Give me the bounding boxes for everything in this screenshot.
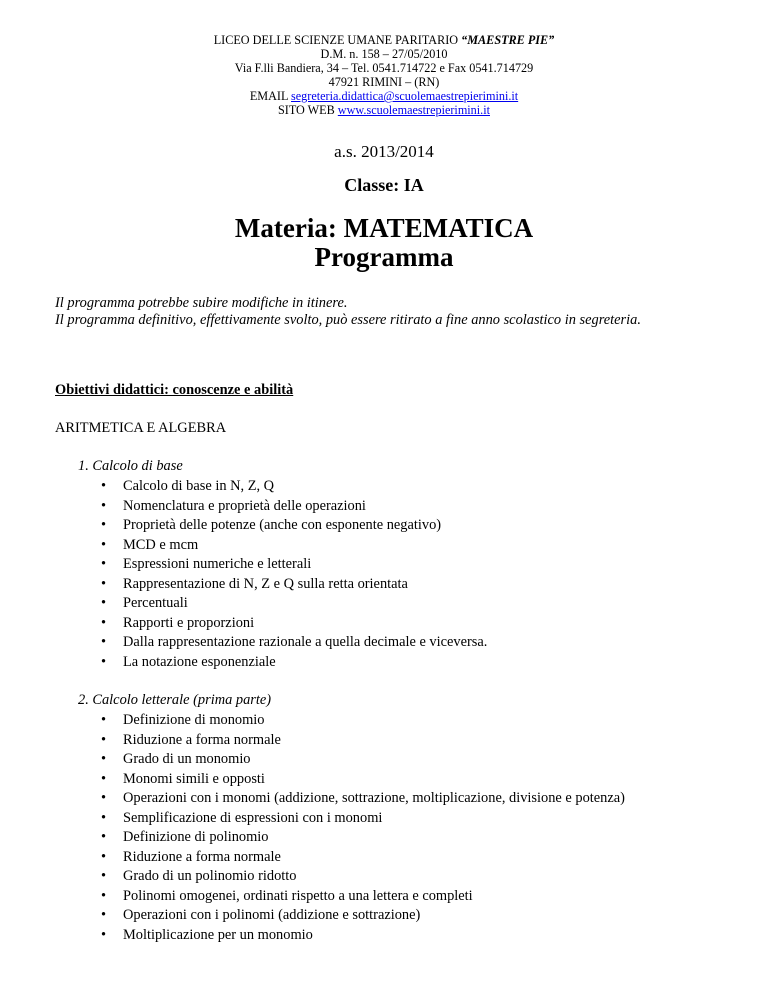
list-item: • Proprietà delle potenze (anche con esponente negativo) [101,516,487,536]
list-item: • Percentuali [101,594,487,614]
list-item: • MCD e mcm [101,536,487,556]
document-type: Programma [314,242,454,272]
email-line [0,89,768,104]
class-heading: Classe: IA [344,175,424,195]
note-line: Il programma definitivo, effettivamente svolto, può essere ritirato a fine anno scolastico in segreteria. [55,312,641,328]
address-line: Via F.lli Bandiera, 34 – Tel. 0541.714722 e Fax 0541.714729 [234,61,534,75]
list-item: • Polinomi omogenei, ordinati rispetto a una lettera e completi [101,887,625,907]
list-item: • Definizione di polinomio [101,828,625,848]
email-link[interactable]: segreteria.didattica@scuolemaestrepierimini.it [291,89,519,103]
school-name: “MAESTRE PIE” [461,33,555,47]
list-item: • Rapporti e proporzioni [101,614,487,634]
section-title: 2. Calcolo letterale (prima parte) [78,692,272,708]
website-label: SITO WEB [277,103,338,117]
list-item: • Operazioni con i polinomi (addizione e sottrazione) [101,906,625,926]
list-item: • Nomenclatura e proprietà delle operazioni [101,497,487,517]
objectives-heading: Obiettivi didattici: conoscenze e abilità [55,382,294,398]
list-item: • Riduzione a forma normale [101,848,625,868]
school-year: a.s. 2013/2014 [334,142,434,161]
section-title: 1. Calcolo di base [78,458,183,474]
school-name-line [0,33,768,48]
list-item: • Semplificazione di espressioni con i monomi [101,809,625,829]
list-item: • Moltiplicazione per un monomio [101,926,625,946]
website-line [0,103,768,118]
area-heading: ARITMETICA E ALGEBRA [55,420,227,436]
website-link[interactable]: www.scuolemaestrepierimini.it [337,103,490,117]
notes [55,295,641,329]
list-item: • Riduzione a forma normale [101,731,625,751]
list-item: • Operazioni con i monomi (addizione, sottrazione, moltiplicazione, divisione e potenza) [101,789,625,809]
list-item: • Dalla rappresentazione razionale a quella decimale e viceversa. [101,633,487,653]
note-line: Il programma potrebbe subire modifiche in itinere. [55,295,348,311]
list-item: • Grado di un polinomio ridotto [101,867,625,887]
list-item: • Rappresentazione di N, Z e Q sulla retta orientata [101,575,487,595]
list-item: • Monomi simili e opposti [101,770,625,790]
list-item: • Calcolo di base in N, Z, Q [101,477,487,497]
section-list [101,477,487,672]
subject-name: Materia: MATEMATICA [234,213,534,243]
city-line: 47921 RIMINI – (RN) [328,75,440,89]
school-type: LICEO DELLE SCIENZE UMANE PARITARIO [213,33,462,47]
list-item: • Grado di un monomio [101,750,625,770]
decree-line: D.M. n. 158 – 27/05/2010 [320,47,448,61]
list-item: • Espressioni numeriche e letterali [101,555,487,575]
email-label: EMAIL [249,89,292,103]
list-item: • La notazione esponenziale [101,653,487,673]
section-list [101,711,625,946]
subject-title [0,214,768,272]
list-item: • Definizione di monomio [101,711,625,731]
